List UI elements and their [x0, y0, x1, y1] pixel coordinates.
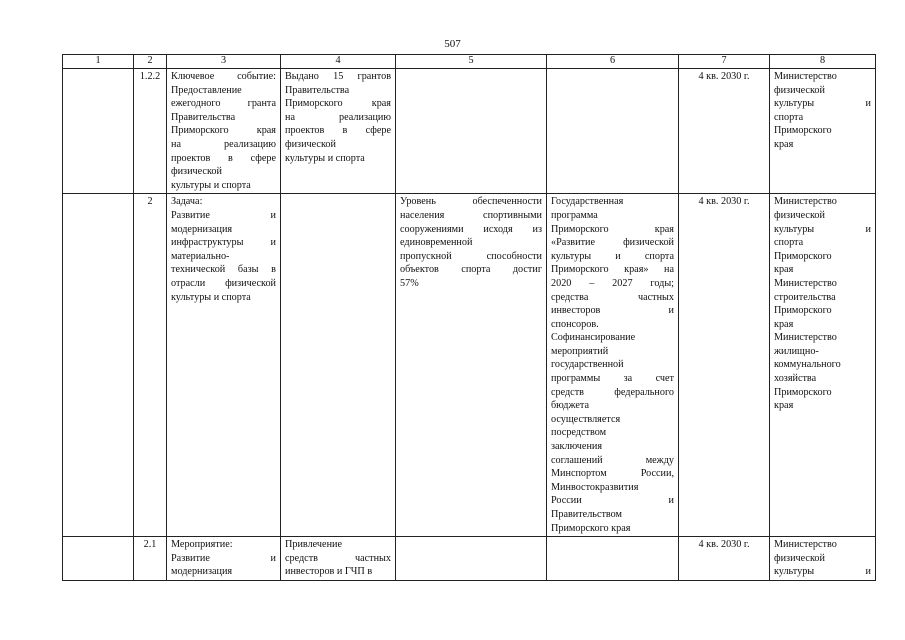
text-line: ежегодного гранта — [171, 98, 276, 110]
text-line: модернизация — [171, 223, 233, 235]
text-line: спонсоров. — [551, 318, 599, 330]
cell-col1 — [63, 69, 134, 194]
text-line: физической — [774, 552, 825, 564]
header-cell: 3 — [167, 55, 281, 69]
header-cell: 8 — [770, 55, 876, 69]
text-line: культуры и — [774, 223, 871, 235]
text-line: программы за счет — [551, 373, 674, 385]
cell-item-number: 2 — [134, 194, 167, 537]
cell-c4 — [281, 537, 396, 581]
text-line: края — [774, 138, 794, 150]
header-cell: 2 — [134, 55, 167, 69]
text-line: края — [774, 318, 794, 330]
cell-responsible — [770, 194, 876, 537]
table-row — [63, 194, 876, 537]
text-line: пропускной способности — [400, 250, 542, 262]
text-line: Приморского края» на — [551, 264, 674, 276]
text-line: физической — [774, 84, 825, 96]
text-line: посредством — [551, 427, 607, 439]
measures-table — [62, 54, 876, 581]
cell-c5 — [396, 537, 547, 581]
text-line: Правительства — [285, 84, 350, 96]
cell-item-number: 2.1 — [134, 537, 167, 581]
text-line: Уровень обеспеченности — [400, 196, 542, 208]
text-line: мероприятий — [551, 345, 609, 357]
text-line: средства частных — [551, 291, 674, 303]
text-line: Приморского края — [171, 125, 276, 137]
text-line: населения спортивными — [400, 209, 542, 221]
text-line: Задача: — [171, 196, 203, 208]
cell-c5 — [396, 69, 547, 194]
cell-item-number: 1.2.2 — [134, 69, 167, 194]
cell-c4 — [281, 194, 396, 537]
text-line: культуры и спорта — [551, 250, 674, 262]
text-line: Приморского края — [285, 98, 391, 110]
text-line: Минспортом России, — [551, 468, 674, 480]
text-line: культуры и спорта — [285, 152, 365, 164]
text-line: на реализацию — [171, 138, 276, 150]
header-cell: 1 — [63, 55, 134, 69]
text-line: края — [774, 264, 794, 276]
text-line: физической — [171, 166, 222, 178]
text-line: Приморского — [774, 250, 832, 262]
text-line: Приморского края — [551, 223, 674, 235]
text-line: коммунального — [774, 359, 841, 371]
text-line: физической — [774, 209, 825, 221]
text-line: заключения — [551, 441, 603, 453]
text-line: соглашений между — [551, 454, 674, 466]
text-line: Государственная — [551, 196, 624, 208]
text-line: Привлечение — [285, 539, 343, 551]
cell-deadline: 4 кв. 2030 г. — [679, 537, 770, 581]
text-line: проектов в сфере — [171, 152, 276, 164]
text-line: Министерство — [774, 71, 837, 82]
text-line: Развитие и — [171, 209, 276, 221]
text-line: спорта — [774, 237, 804, 249]
text-line: технической базы в — [171, 264, 276, 276]
text-line: Приморского — [774, 386, 832, 398]
text-line: Приморского — [774, 305, 832, 317]
table-row — [63, 537, 876, 581]
text-line: Министерство — [774, 196, 837, 208]
text-line: средств федерального — [551, 386, 674, 398]
text-line: хозяйства — [774, 373, 817, 385]
text-line: Мероприятие: — [171, 539, 233, 551]
text-line: края — [774, 400, 794, 412]
text-line: строительства — [774, 291, 836, 303]
text-line: государственной — [551, 359, 624, 371]
text-line: Ключевое событие: — [171, 71, 276, 82]
text-line: инфраструктуры и — [171, 237, 276, 249]
cell-c6 — [547, 194, 679, 537]
cell-col1 — [63, 194, 134, 537]
text-line: Правительства — [171, 111, 236, 123]
text-line: спорта — [774, 111, 804, 123]
text-line: средств частных — [285, 552, 391, 564]
text-line: 2020 – 2027 годы; — [551, 277, 674, 289]
cell-c3 — [167, 537, 281, 581]
text-line: культуры и — [774, 98, 871, 110]
text-line: России и — [551, 495, 674, 507]
header-cell: 7 — [679, 55, 770, 69]
text-line: бюджета — [551, 400, 589, 412]
text-line: Министерство — [774, 277, 837, 289]
text-line: «Развитие физической — [551, 237, 674, 249]
text-line: проектов в сфере — [285, 125, 391, 137]
text-line: единовременной — [400, 237, 473, 249]
text-line: на реализацию — [285, 111, 391, 123]
text-line: сооружениями исходя из — [400, 223, 542, 235]
text-line: Министерство — [774, 539, 837, 551]
text-line: культуры и спорта — [171, 291, 251, 303]
text-line: инвесторов и ГЧП в — [285, 566, 373, 578]
text-line: Приморского края — [551, 522, 631, 534]
text-line: материально- — [171, 250, 230, 262]
text-line: программа — [551, 209, 598, 221]
text-line: осуществляется — [551, 413, 621, 425]
header-cell: 4 — [281, 55, 396, 69]
text-line: Развитие и — [171, 552, 276, 564]
cell-c3 — [167, 194, 281, 537]
page-number: 507 — [444, 38, 461, 50]
text-line: Предоставление — [171, 84, 242, 96]
text-line: объектов спорта достиг — [400, 264, 542, 276]
cell-c4 — [281, 69, 396, 194]
text-line: культуры и — [774, 566, 871, 578]
cell-responsible — [770, 69, 876, 194]
cell-c6 — [547, 537, 679, 581]
cell-col1 — [63, 537, 134, 581]
text-line: 57% — [400, 277, 419, 289]
cell-c6 — [547, 69, 679, 194]
text-line: отрасли физической — [171, 277, 276, 289]
text-line: Выдано 15 грантов — [285, 71, 391, 82]
cell-deadline: 4 кв. 2030 г. — [679, 69, 770, 194]
text-line: Правительством — [551, 509, 622, 520]
header-cell: 5 — [396, 55, 547, 69]
cell-c3 — [167, 69, 281, 194]
text-line: жилищно- — [774, 345, 819, 357]
text-line: Приморского — [774, 125, 832, 137]
text-line: Софинансирование — [551, 332, 636, 344]
text-line: Министерство — [774, 332, 837, 344]
cell-deadline: 4 кв. 2030 г. — [679, 194, 770, 537]
text-line: инвесторов и — [551, 305, 674, 317]
header-cell: 6 — [547, 55, 679, 69]
cell-c5 — [396, 194, 547, 537]
table-row — [63, 69, 876, 194]
header-row — [63, 55, 876, 69]
text-line: модернизация — [171, 566, 233, 578]
text-line: физической — [285, 138, 336, 150]
text-line: Минвостокразвития — [551, 481, 639, 493]
cell-responsible — [770, 537, 876, 581]
text-line: культуры и спорта — [171, 179, 251, 191]
